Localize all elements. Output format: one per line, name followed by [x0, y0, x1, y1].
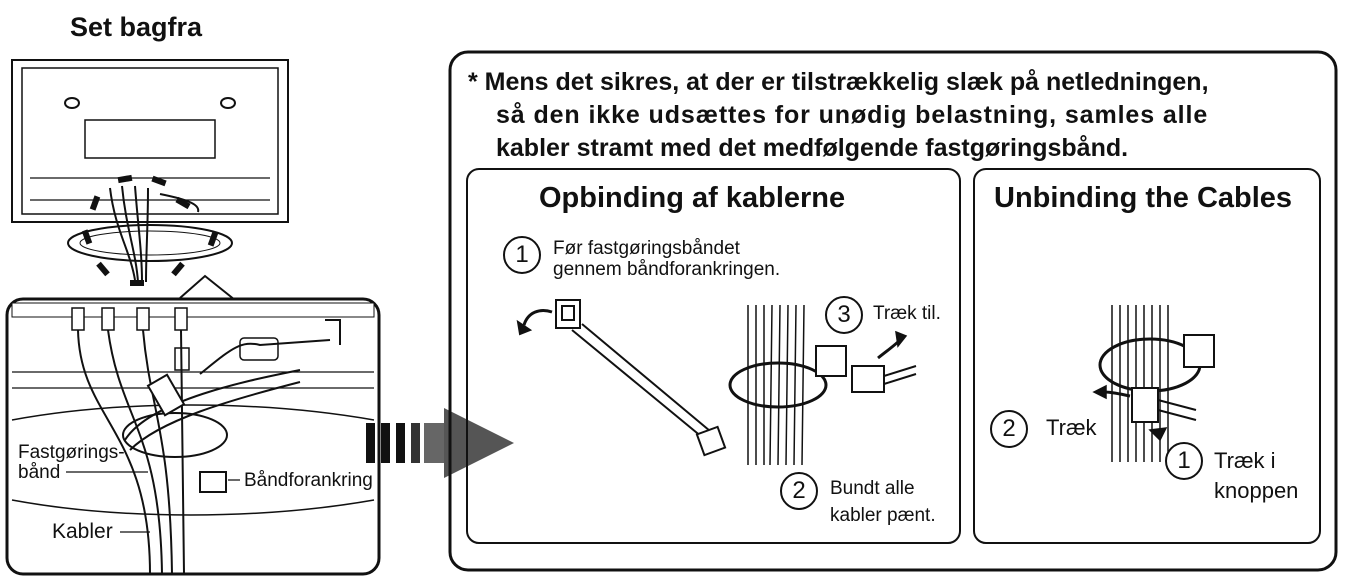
note-line-1: * Mens det sikres, at der er tilstrækkelig slæk på netledningen, [468, 68, 1209, 96]
unbinding-step1-text-1: Træk i [1214, 448, 1276, 473]
cables-label: Kabler [52, 520, 113, 543]
binding-step1-number: 1 [503, 236, 541, 274]
binding-step2-text-1: Bundt alle [830, 478, 915, 499]
binding-cables-illustration [730, 305, 916, 465]
binding-step3-text: Træk til. [873, 303, 941, 324]
binding-panel-title: Opbinding af kablerne [539, 182, 846, 214]
binding-step2-number: 2 [780, 472, 818, 510]
binding-step3-number: 3 [825, 296, 863, 334]
unbinding-panel-title: Unbinding the Cables [994, 182, 1293, 214]
unbinding-step1-text-2: knoppen [1214, 478, 1299, 503]
unbinding-illustration [1094, 305, 1214, 462]
zoom-pointer [180, 276, 235, 300]
unbinding-step2-number: 2 [990, 410, 1028, 448]
unbinding-step1-number: 1 [1165, 442, 1203, 480]
anchor-label: Båndforankring [244, 470, 373, 491]
big-arrow [366, 408, 514, 478]
binding-band-illustration [518, 300, 725, 455]
binding-step1-text-2: gennem båndforankringen. [553, 259, 781, 280]
rear-view-title: Set bagfra [70, 12, 203, 42]
tv-back-illustration [12, 60, 288, 261]
binding-step2-text-2: kabler pænt. [830, 505, 936, 526]
securing-note [468, 66, 1328, 165]
band-label-line2: bånd [18, 462, 61, 483]
note-line-2: så den ikke udsættes for unødig belastning, samles alle [496, 101, 1209, 129]
band-label-line1: Fastgørings- [18, 442, 125, 463]
binding-step1-text-1: Før fastgøringsbåndet [553, 238, 740, 259]
unbinding-step2-text: Træk [1046, 415, 1097, 440]
note-line-3: kabler stramt med det medfølgende fastgøringsbånd. [496, 134, 1129, 162]
